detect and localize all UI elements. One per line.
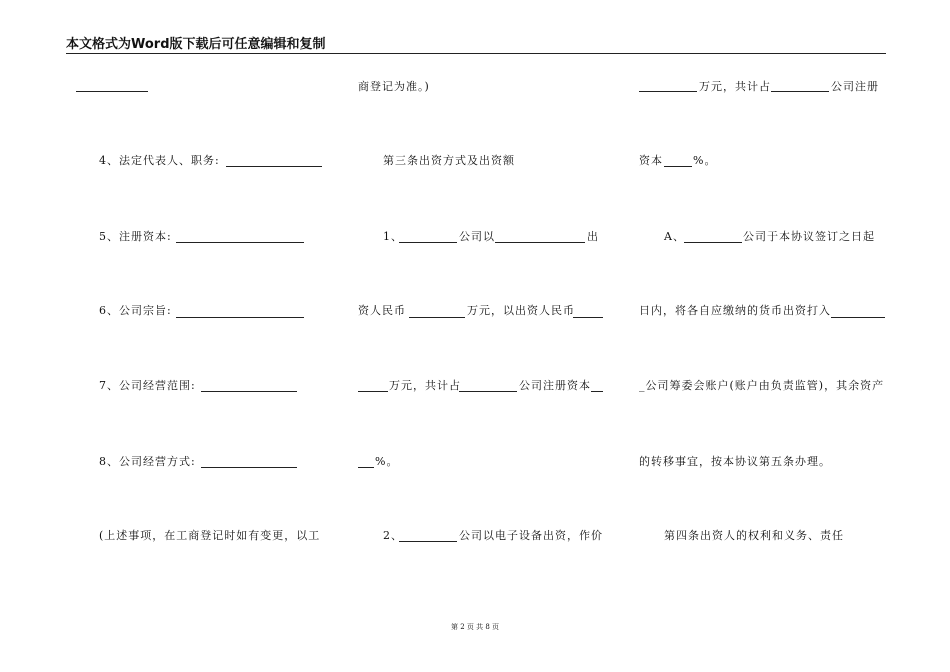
header-divider bbox=[66, 53, 886, 54]
clause-2-text: 公司以电子设备出资，作价 bbox=[459, 529, 603, 542]
clause-1-share-text: 万元，共计占 bbox=[389, 379, 461, 392]
registered-capital-label: 5、注册资本: bbox=[99, 230, 172, 243]
clause-1-capital-blank bbox=[591, 391, 603, 392]
business-scope-blank bbox=[201, 391, 297, 392]
clause-1-line-end: 出 bbox=[587, 230, 599, 243]
company-purpose-blank bbox=[176, 317, 304, 318]
registered-capital-blank bbox=[176, 242, 304, 243]
clause-1-percent-blank bbox=[358, 467, 374, 468]
legal-representative-label: 4、法定代表人、职务: bbox=[99, 154, 220, 167]
business-scope-label: 7、公司经营范围: bbox=[99, 379, 196, 392]
document-header-title: 本文格式为Word版下载后可任意编辑和复制 bbox=[66, 37, 326, 52]
clause-1-company-share-blank bbox=[459, 391, 517, 392]
col3-percent: %。 bbox=[693, 154, 717, 167]
clause-2-prefix: 2、 bbox=[383, 529, 403, 542]
article-3-heading: 第三条出资方式及出资额 bbox=[383, 154, 515, 167]
clause-a-company-blank bbox=[684, 242, 742, 243]
clause-a-prefix: A、 bbox=[664, 230, 685, 243]
legal-representative-blank bbox=[226, 166, 322, 167]
clause-1-percent: %。 bbox=[375, 455, 399, 468]
col3-registered-text: 公司注册 bbox=[831, 80, 879, 93]
clause-a-transfer-text: 的转移事宜，按本协议第五条办理。 bbox=[639, 455, 831, 468]
business-mode-label: 8、公司经营方式: bbox=[99, 455, 196, 468]
clause-a-account-text: _公司筹委会账户(账户由负责监管)，其余资产 bbox=[639, 379, 885, 392]
clause-2-company-blank bbox=[399, 541, 457, 542]
blank-line bbox=[76, 91, 148, 92]
clause-1-rmb-text: 万元，以出资人民币 bbox=[467, 304, 575, 317]
clause-a-account-blank bbox=[831, 317, 885, 318]
col3-company-blank bbox=[771, 91, 829, 92]
clause-1-company-blank bbox=[399, 242, 457, 243]
clause-a-text: 公司于本协议签订之日起 bbox=[743, 230, 875, 243]
clause-1-company-text: 公司以 bbox=[459, 230, 495, 243]
clause-1-rmb-label: 资人民币 bbox=[358, 304, 406, 317]
page-number: 第 2 页 共 8 页 bbox=[450, 623, 500, 631]
clause-1-amount-blank bbox=[409, 317, 465, 318]
article-4-heading: 第四条出资人的权利和义务、责任 bbox=[664, 529, 844, 542]
clause-1-rmb-blank bbox=[573, 317, 603, 318]
clause-1-prefix: 1、 bbox=[383, 230, 403, 243]
col3-percent-blank bbox=[664, 166, 692, 167]
registration-note-end: 商登记为准。) bbox=[358, 80, 430, 93]
col3-share-text: 万元，共计占 bbox=[699, 80, 771, 93]
company-purpose-label: 6、公司宗旨: bbox=[99, 304, 172, 317]
clause-a-deposit-text: 日内，将各自应缴纳的货币出资打入 bbox=[639, 304, 831, 317]
clause-1-contribution-blank bbox=[495, 242, 585, 243]
clause-1-wan-blank bbox=[358, 391, 388, 392]
col3-wan-blank bbox=[639, 91, 697, 92]
clause-1-capital-text: 公司注册资本 bbox=[519, 379, 591, 392]
col3-capital-text: 资本 bbox=[639, 154, 663, 167]
registration-change-note: (上述事项，在工商登记时如有变更，以工 bbox=[99, 529, 321, 542]
business-mode-blank bbox=[201, 467, 297, 468]
